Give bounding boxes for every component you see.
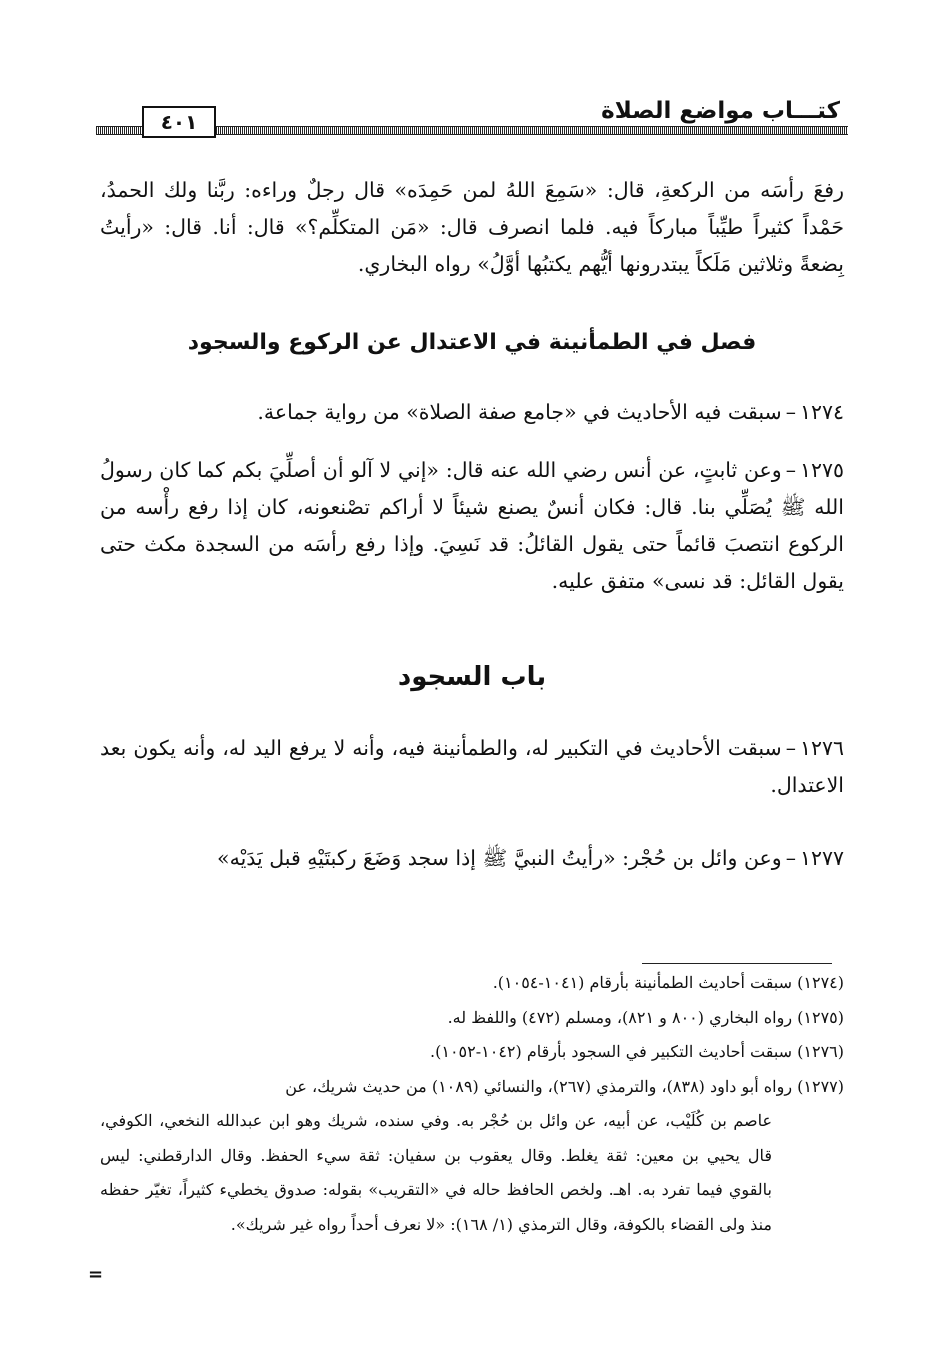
footnotes	[100, 966, 844, 1242]
hadith-number: ١٢٧٤	[799, 400, 844, 424]
footnote-1274: (١٢٧٤) سبقت أحاديث الطمأنينة بأرقام (١٠٤١-١٠٥٤).	[492, 973, 844, 992]
hadith-text: سبقت فيه الأحاديث في «جامع صفة الصلاة» من رواية جماعة.	[257, 400, 782, 424]
section-heading: فصل في الطمأنينة في الاعتدال عن الركوع والسجود	[187, 330, 757, 355]
hadith-1276: ١٢٧٦–سبقت الأحاديث في التكبير له، والطمأنينة فيه، وأنه لا يرفع اليد له، وأنه يكون بعد الاعتدال.	[100, 736, 844, 797]
hadith-1274: ١٢٧٤–سبقت فيه الأحاديث في «جامع صفة الصلاة» من رواية جماعة.	[257, 400, 844, 424]
hadith-text: وعن وائل بن حُجْر: «رأيتُ النبيَّ ﷺ إذا سجد وَضَعَ ركبتَيْهِ قبل يَدَيْه»	[217, 846, 782, 870]
intro-paragraph: رفعَ رأسَه من الركعةِ، قال: «سَمِعَ اللهُ لمن حَمِدَه» قال رجلٌ وراءه: ربَّنا ولك الحمدُ، حَمْداً كثيراً طيِّباً مباركاً فيه. فلما انصرف قال: «مَن المتكلِّم؟» قال: أنا. قال: «رأيتُ بِضعةً وثلاثين مَلَكاً يبتدرونها أيُّهم يكتبُها أوَّلُ» رواه البخاري.	[100, 178, 844, 276]
main-text	[100, 172, 844, 894]
footnote-separator	[642, 963, 832, 964]
continuation-marker: =	[88, 1264, 104, 1285]
hadith-text: وعن ثابتٍ، عن أنس رضي الله عنه قال: «إني لا آلو أن أصلِّيَ بكم كما كان رسولُ الله ﷺ يُصَلِّي بنا. قال: فكان أنسٌ يصنع شيئاً لا أراكم تصْنعونه، كان إذا رفع رأْسه من الركوع انتصبَ قائماً حتى يقول القائلُ: قد نَسِيَ. وإذا رفع رأسَه من السجدة مكث حتى يقول القائل: قد نسى» متفق عليه.	[100, 458, 844, 593]
hadith-number: ١٢٧٧	[799, 846, 844, 870]
hadith-1277: ١٢٧٧–وعن وائل بن حُجْر: «رأيتُ النبيَّ ﷺ إذا سجد وَضَعَ ركبتَيْهِ قبل يَدَيْه»	[217, 846, 844, 870]
hadith-number: ١٢٧٦	[799, 736, 844, 760]
footnote-1277: (١٢٧٧) رواه أبو داود (٨٣٨)، والترمذي (٢٦٧)، والنسائي (١٠٨٩) من حديث شريك، عن	[285, 1076, 844, 1096]
page-header	[96, 92, 848, 148]
footnote-1277-continuation: عاصم بن كُلَيْب، عن أبيه، عن وائل بن حُجْر به. وفي سنده، شريك وهو ابن عبدالله النخعي، الكوفي، قال يحيي بن معين: ثقة يغلط. وقال يعقوب بن سفيان: ثقة سيء الحفظ. وقال الدارقطني: ليس بالقوي فيما تفرد به. اهـ. ولخص الحافظ حاله في «التقريب» بقوله: صدوق يخطيء كثيراً، تغيّر حفظه منذ ولى القضاء بالكوفة، وقال الترمذي (١/ ١٦٨): «لا نعرف أحداً رواه غير شريك».	[100, 1111, 772, 1234]
footnote-1276: (١٢٧٦) سبقت أحاديث التكبير في السجود بأرقام (١٠٤٢-١٠٥٢).	[430, 1042, 844, 1061]
chapter-running-title: كتـــاب مواضع الصلاة	[593, 98, 840, 124]
hadith-number: ١٢٧٥	[799, 458, 844, 482]
chapter-heading: باب السجود	[397, 662, 547, 692]
page-number: ٤٠١	[142, 106, 216, 138]
footnote-1275: (١٢٧٥) رواه البخاري (٨٠٠ و ٨٢١)، ومسلم (٤٧٢) واللفظ له.	[447, 1007, 844, 1027]
hadith-1275: ١٢٧٥–وعن ثابتٍ، عن أنس رضي الله عنه قال: «إني لا آلو أن أصلِّيَ بكم كما كان رسولُ الله ﷺ يُصَلِّي بنا. قال: فكان أنسٌ يصنع شيئاً لا أراكم تصْنعونه، كان إذا رفع رأْسه من الركوع انتصبَ قائماً حتى يقول القائلُ: قد نَسِيَ. وإذا رفع رأسَه من السجدة مكث حتى يقول القائل: قد نسى» متفق عليه.	[100, 458, 844, 593]
hadith-text: سبقت الأحاديث في التكبير له، والطمأنينة فيه، وأنه لا يرفع اليد له، وأنه يكون بعد الاعتدال.	[100, 736, 844, 797]
